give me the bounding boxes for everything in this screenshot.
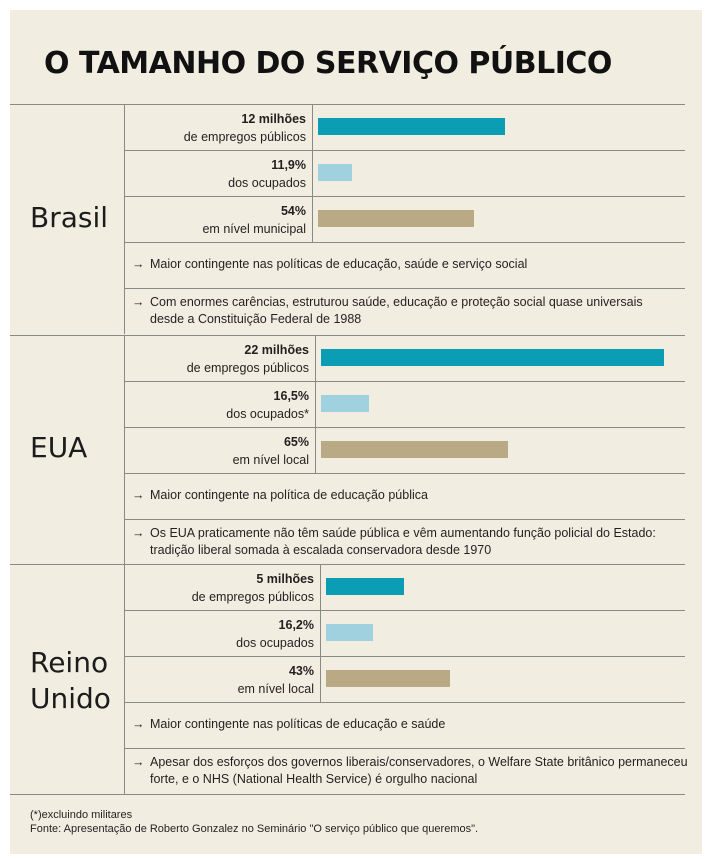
- row-divider: [124, 610, 685, 611]
- metric-divider: [315, 335, 316, 381]
- row-divider: [124, 196, 685, 197]
- metric-value: 65%: [283, 435, 309, 449]
- metric-label-level: [124, 202, 306, 238]
- metric-label-employees: [124, 570, 314, 606]
- metric-desc: dos ocupados: [236, 636, 314, 650]
- metric-value: 16,5%: [273, 389, 309, 403]
- row-divider: [124, 473, 685, 474]
- country-name: Brasil: [30, 201, 109, 234]
- bar-employees: [321, 349, 664, 366]
- row-divider: [124, 702, 685, 703]
- section-divider: [10, 564, 685, 565]
- metric-label-occupied: [124, 156, 306, 192]
- metric-desc: em nível local: [232, 453, 309, 467]
- bar-occupied: [321, 395, 369, 412]
- row-divider: [124, 748, 685, 749]
- metric-desc: dos ocupados*: [226, 407, 309, 421]
- note-line: Maior contingente nas políticas de educação e saúde: [150, 717, 446, 731]
- row-divider: [124, 150, 685, 151]
- arrow-icon: →: [132, 295, 145, 309]
- metric-label-occupied: [124, 616, 314, 652]
- metric-value: 5 milhões: [256, 572, 314, 586]
- metric-label-level: [124, 662, 314, 698]
- footnote-source: Fonte: Apresentação de Roberto Gonzalez no Seminário "O serviço público que queremos".: [30, 823, 479, 835]
- note-line: tradição liberal somada à escalada conservadora desde 1970: [150, 543, 492, 557]
- metric-value: 16,2%: [278, 618, 314, 632]
- metric-value: 12 milhões: [241, 112, 306, 126]
- country-name-line: Reino: [30, 646, 109, 679]
- bar-level: [318, 210, 474, 227]
- metric-divider: [320, 610, 321, 656]
- note-line: Apesar dos esforços dos governos liberais/conservadores, o Welfare State britânico permaneceu: [150, 755, 688, 769]
- metric-divider: [320, 656, 321, 702]
- row-divider: [124, 381, 685, 382]
- bar-occupied: [318, 164, 352, 181]
- infographic-panel: [10, 10, 702, 854]
- metric-value: 11,9%: [271, 158, 306, 172]
- metric-desc: em nível local: [237, 682, 314, 696]
- row-divider: [124, 242, 685, 243]
- bar-employees: [318, 118, 505, 135]
- metric-label-employees: [124, 341, 309, 377]
- note-text: [150, 294, 643, 328]
- section-divider: [10, 335, 685, 336]
- arrow-icon: →: [132, 257, 145, 271]
- footnote: [30, 808, 478, 836]
- bar-level: [326, 670, 450, 687]
- bar-occupied: [326, 624, 373, 641]
- metric-desc: dos ocupados: [228, 176, 306, 190]
- arrow-icon: →: [132, 488, 145, 502]
- metric-desc: de empregos públicos: [191, 590, 314, 604]
- note-line: Com enormes carências, estruturou saúde, educação e proteção social quase universais: [150, 295, 643, 309]
- metric-label-occupied: [124, 387, 309, 423]
- arrow-icon: →: [132, 755, 145, 769]
- country-name: EUA: [30, 431, 88, 464]
- section-divider: [10, 794, 685, 795]
- arrow-icon: →: [132, 717, 145, 731]
- country-name: [30, 645, 111, 717]
- note-text: [150, 754, 688, 788]
- footnote-military: (*)excluindo militares: [30, 809, 133, 821]
- metric-desc: em nível municipal: [202, 222, 306, 236]
- metric-desc: de empregos públicos: [186, 361, 309, 375]
- bar-employees: [326, 578, 404, 595]
- note-line: Maior contingente nas políticas de educação, saúde e serviço social: [150, 257, 528, 271]
- row-divider: [124, 288, 685, 289]
- metric-label-level: [124, 433, 309, 469]
- metric-value: 54%: [280, 204, 306, 218]
- metric-label-employees: [124, 110, 306, 146]
- note-line: Maior contingente na política de educação pública: [150, 488, 428, 502]
- note-text: [150, 256, 527, 273]
- row-divider: [124, 656, 685, 657]
- row-divider: [124, 427, 685, 428]
- metric-value: 43%: [288, 664, 314, 678]
- metric-divider: [315, 427, 316, 473]
- metric-value: 22 milhões: [244, 343, 309, 357]
- metric-divider: [312, 104, 313, 150]
- metric-divider: [312, 196, 313, 242]
- note-line: Os EUA praticamente não têm saúde pública e vêm aumentando função policial do Estado:: [150, 526, 656, 540]
- note-text: [150, 487, 428, 504]
- metric-desc: de empregos públicos: [183, 130, 306, 144]
- arrow-icon: →: [132, 526, 145, 540]
- note-line: desde a Constituição Federal de 1988: [150, 312, 362, 326]
- note-line: forte, e o NHS (National Health Service) é orgulho nacional: [150, 772, 478, 786]
- metric-divider: [315, 381, 316, 427]
- country-name-line: Unido: [30, 682, 111, 715]
- section-divider: [10, 104, 685, 105]
- metric-divider: [312, 150, 313, 196]
- row-divider: [124, 519, 685, 520]
- note-text: [150, 716, 445, 733]
- metric-divider: [320, 564, 321, 610]
- page-title: O TAMANHO DO SERVIÇO PÚBLICO: [44, 46, 612, 81]
- bar-level: [321, 441, 508, 458]
- note-text: [150, 525, 656, 559]
